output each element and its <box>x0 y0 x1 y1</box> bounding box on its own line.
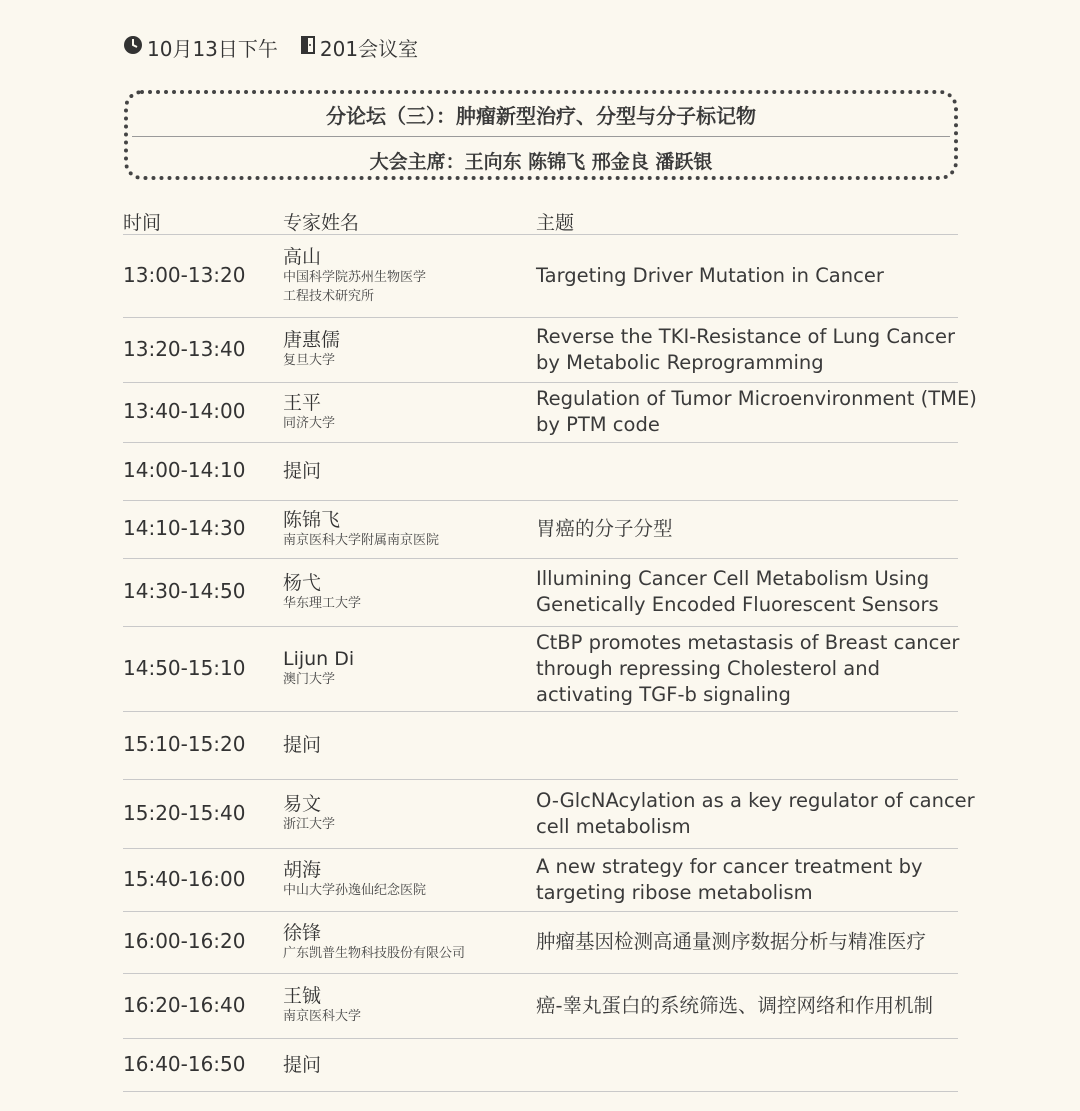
row-speaker <box>283 859 426 900</box>
row-speaker <box>283 985 361 1026</box>
row-divider <box>123 911 958 912</box>
row-topic <box>536 788 975 840</box>
topic-line: CtBP promotes metastasis of Breast cancer <box>536 630 960 654</box>
row-divider <box>123 848 958 849</box>
speaker-affiliation: 中国科学院苏州生物医学 <box>283 269 427 285</box>
speaker-affiliation: 浙江大学 <box>283 817 336 832</box>
topic-line: Reverse the TKI-Resistance of Lung Cancer <box>536 324 956 348</box>
topic-line: targeting ribose metabolism <box>536 880 813 904</box>
row-divider <box>123 500 958 501</box>
row-time: 15:10-15:20 <box>123 732 246 756</box>
speaker-affiliation: 广东凯普生物科技股份有限公司 <box>283 945 466 961</box>
topic-line: by Metabolic Reprogramming <box>536 350 824 374</box>
row-time: 16:40-16:50 <box>123 1051 246 1076</box>
topic-line: Targeting Driver Mutation in Cancer <box>536 263 884 287</box>
header-topic: 主题 <box>536 212 575 234</box>
topic-line: Genetically Encoded Fluorescent Sensors <box>536 593 939 616</box>
speaker-name: 陈锦飞 <box>283 508 341 531</box>
speaker-affiliation: 工程技术研究所 <box>283 288 375 304</box>
row-topic <box>536 386 977 438</box>
speaker-affiliation: 南京医科大学 <box>283 1009 362 1024</box>
row-speaker <box>283 648 354 689</box>
header-time: 时间 <box>123 212 162 234</box>
topic-line: Regulation of Tumor Microenvironment (TME) <box>536 387 977 410</box>
row-topic <box>536 993 933 1019</box>
topic-line: cell metabolism <box>536 814 691 838</box>
speaker-name: 唐惠儒 <box>283 329 341 351</box>
row-time: 15:20-15:40 <box>123 800 246 825</box>
row-topic <box>536 263 884 289</box>
row-speaker <box>283 509 439 550</box>
row-time: 16:00-16:20 <box>123 929 246 953</box>
speaker-name: 杨弋 <box>283 571 322 594</box>
row-topic <box>536 566 939 618</box>
topic-line: activating TGF-b signaling <box>536 682 791 706</box>
row-time: 13:00-13:20 <box>123 262 246 287</box>
row-speaker <box>283 460 321 482</box>
forum-title: 分论坛（三）：肿瘤新型治疗、分型与分子标记物 <box>326 104 756 128</box>
row-speaker <box>283 246 426 306</box>
row-topic <box>536 516 673 542</box>
row-speaker <box>283 922 465 963</box>
row-speaker <box>283 793 335 834</box>
row-speaker <box>283 1054 321 1076</box>
speaker-name: 王铖 <box>283 985 322 1007</box>
row-speaker <box>283 734 321 756</box>
header-speaker: 专家姓名 <box>283 212 360 234</box>
topic-line: Illumining Cancer Cell Metabolism Using <box>536 567 930 590</box>
speaker-affiliation: 同济大学 <box>283 415 336 431</box>
row-divider <box>123 626 958 627</box>
speaker-name: 易文 <box>283 793 322 815</box>
row-divider <box>123 973 958 974</box>
topic-line: 肿瘤基因检测高通量测序数据分析与精准医疗 <box>536 930 927 953</box>
topic-line: A new strategy for cancer treatment by <box>536 854 923 878</box>
row-time: 13:20-13:40 <box>123 336 246 361</box>
row-divider <box>123 711 958 712</box>
row-divider <box>123 558 958 559</box>
speaker-name: 胡海 <box>283 859 322 881</box>
row-speaker <box>283 572 361 613</box>
row-divider <box>123 382 958 383</box>
speaker-affiliation: 澳门大学 <box>283 672 336 687</box>
speaker-name: 王平 <box>283 391 322 414</box>
row-time: 14:00-14:10 <box>123 458 246 482</box>
speaker-affiliation: 复旦大学 <box>283 353 336 368</box>
topic-line: 胃癌的分子分型 <box>536 517 673 540</box>
row-time: 15:40-16:00 <box>123 866 246 891</box>
row-divider <box>123 317 958 318</box>
row-divider <box>123 1091 958 1092</box>
row-speaker <box>283 392 335 433</box>
row-time: 13:40-14:00 <box>123 399 246 423</box>
speaker-name: 提问 <box>283 460 322 482</box>
row-time: 14:10-14:30 <box>123 516 246 540</box>
row-time: 16:20-16:40 <box>123 992 246 1017</box>
row-divider <box>123 442 958 443</box>
topic-line: 癌-睾丸蛋白的系统筛选、调控网络和作用机制 <box>536 993 934 1017</box>
speaker-affiliation: 南京医科大学附属南京医院 <box>283 532 440 548</box>
topic-line: by PTM code <box>536 413 660 436</box>
row-topic <box>536 630 959 708</box>
row-topic <box>536 324 955 376</box>
speaker-name: Lijun Di <box>283 648 355 670</box>
speaker-affiliation: 中山大学孙逸仙纪念医院 <box>283 883 427 898</box>
row-time: 14:50-15:10 <box>123 655 246 680</box>
row-time: 14:30-14:50 <box>123 579 246 603</box>
speaker-name: 徐锋 <box>283 921 322 944</box>
session-room: 201会议室 <box>319 36 419 61</box>
speaker-name: 提问 <box>283 734 322 756</box>
speaker-name: 提问 <box>283 1053 322 1076</box>
row-topic <box>536 929 926 955</box>
row-divider <box>123 779 958 780</box>
row-divider <box>123 1038 958 1039</box>
row-topic <box>536 854 923 906</box>
speaker-name: 高山 <box>283 245 322 268</box>
session-datetime: 10月13日下午 <box>147 36 278 61</box>
topic-line: through repressing Cholesterol and <box>536 656 880 680</box>
topic-line: O-GlcNAcylation as a key regulator of cancer <box>536 788 975 812</box>
speaker-affiliation: 华东理工大学 <box>283 595 362 611</box>
row-speaker <box>283 329 340 370</box>
forum-chairs: 大会主席：王向东 陈锦飞 邢金良 潘跃银 <box>369 151 713 173</box>
